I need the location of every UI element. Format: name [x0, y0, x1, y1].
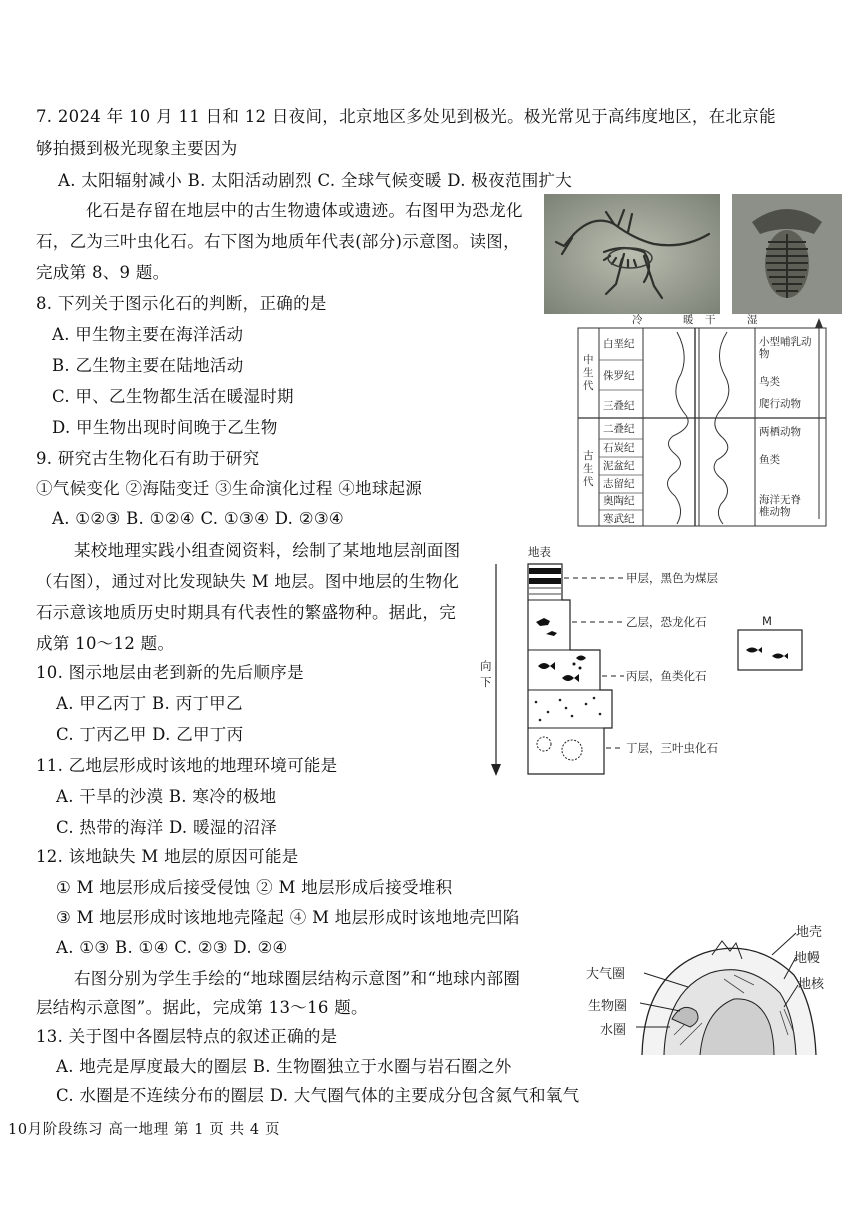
label-biosphere: 生物圈	[588, 999, 628, 1014]
period-cretaceous: 白垩纪	[603, 338, 635, 350]
intro-strata-line2: （右图），通过对比发现缺失 M 地层。图中地层的生物化	[36, 572, 460, 591]
animal-fish: 鱼类	[759, 454, 780, 466]
strata-profile-diagram	[476, 542, 836, 782]
period-carboniferous: 石炭纪	[603, 442, 635, 454]
q11-options-cd: C. 热带的海洋 D. 暖湿的沼泽	[56, 818, 278, 837]
q7-options: A. 太阳辐射减小 B. 太阳活动剧烈 C. 全球气候变暖 D. 极夜范围扩大	[58, 171, 573, 190]
animal-reptiles: 爬行动物	[759, 398, 801, 410]
q8-option-b: B. 乙生物主要在陆地活动	[52, 356, 244, 375]
period-silurian: 志留纪	[603, 478, 635, 490]
animal-birds: 鸟类	[759, 376, 780, 388]
period-triassic: 三叠纪	[603, 400, 635, 412]
period-jurassic: 侏罗纪	[603, 370, 635, 382]
strata-layer-yi-label: 乙层，恐龙化石	[626, 615, 707, 629]
intro-fossil-line1: 化石是存留在地层中的古生物遗体或遗迹。右图甲为恐龙化	[86, 201, 523, 220]
dinosaur-fossil-photo	[544, 194, 720, 314]
era-paleozoic: 古生代	[583, 450, 594, 488]
period-cambrian: 寒武纪	[603, 513, 635, 525]
q8-option-d: D. 甲生物出现时间晚于乙生物	[52, 418, 278, 437]
trilobite-fossil-photo	[732, 194, 842, 314]
q10-options-cd: C. 丁丙乙甲 D. 乙甲丁丙	[56, 725, 244, 744]
strata-layer-ding-label: 丁层，三叶虫化石	[626, 741, 718, 755]
period-ordovician: 奥陶纪	[603, 495, 635, 507]
q8-option-a: A. 甲生物主要在海洋活动	[52, 325, 244, 344]
strata-surface-label: 地表	[528, 545, 551, 559]
q9-items: ①气候变化 ②海陆变迁 ③生命演化过程 ④地球起源	[36, 479, 423, 498]
label-atmosphere: 大气圈	[586, 967, 626, 982]
table-header-warm: 暖	[683, 314, 694, 326]
page-footer: 10月阶段练习 高一地理 第 1 页 共 4 页	[8, 1122, 281, 1138]
q13-stem: 13. 关于图中各圈层特点的叙述正确的是	[36, 1027, 338, 1046]
table-header-dry: 干	[705, 314, 716, 326]
q13-options-ab: A. 地壳是厚度最大的圈层 B. 生物圈独立于水圈与岩石圈之外	[56, 1057, 512, 1076]
label-crust: 地壳	[796, 925, 823, 940]
label-hydrosphere: 水圈	[600, 1023, 627, 1038]
q10-options-ab: A. 甲乙丙丁 B. 丙丁甲乙	[56, 694, 243, 713]
intro-fossil-line2: 石，乙为三叶虫化石。右下图为地质年代表(部分)示意图。读图，	[36, 232, 520, 251]
intro-strata-line1: 某校地理实践小组查阅资料，绘制了某地地层剖面图	[74, 541, 461, 560]
strata-layer-jia-label: 甲层，黑色为煤层	[626, 571, 718, 585]
earth-sphere-diagram	[584, 915, 834, 1065]
q11-stem: 11. 乙地层形成时该地的地理环境可能是	[36, 756, 338, 775]
intro-strata-line4: 成第 10～12 题。	[36, 634, 175, 653]
era-mesozoic: 中生代	[583, 354, 594, 392]
q12-stem: 12. 该地缺失 M 地层的原因可能是	[36, 847, 299, 866]
animal-small-mammals: 小型哺乳动物	[759, 336, 812, 360]
q12-items-line2: ③ M 地层形成时该地地壳隆起 ④ M 地层形成时该地地壳凹陷	[56, 908, 520, 927]
strata-m-label: M	[762, 614, 772, 628]
q12-options: A. ①③ B. ①④ C. ②③ D. ②④	[56, 938, 288, 957]
q8-stem: 8. 下列关于图示化石的判断，正确的是	[36, 294, 327, 313]
q7-stem-line2: 够拍摄到极光现象主要因为	[36, 139, 238, 158]
intro-sphere-line1: 右图分别为学生手绘的“地球圈层结构示意图”和“地球内部圈	[74, 969, 521, 988]
q10-stem: 10. 图示地层由老到新的先后顺序是	[36, 663, 304, 682]
q7-stem-line1: 7. 2024 年 10 月 11 日和 12 日夜间，北京地区多处见到极光。极光常见于高纬度地区，在北京能	[36, 107, 776, 126]
q12-items-line1: ① M 地层形成后接受侵蚀 ② M 地层形成后接受堆积	[56, 878, 453, 897]
strata-down-label: 向下	[480, 659, 492, 689]
q9-stem: 9. 研究古生物化石有助于研究	[36, 449, 260, 468]
period-permian: 二叠纪	[603, 423, 635, 435]
strata-layer-bing-label: 丙层，鱼类化石	[626, 669, 707, 683]
geologic-time-table	[577, 314, 837, 529]
table-header-wet: 湿	[747, 314, 758, 326]
period-devonian: 泥盆纪	[603, 460, 635, 472]
q9-options: A. ①②③ B. ①②④ C. ①③④ D. ②③④	[52, 509, 345, 528]
label-mantle: 地幔	[794, 951, 821, 966]
intro-strata-line3: 石示意该地质历史时期具有代表性的繁盛物种。据此，完	[36, 603, 456, 622]
intro-sphere-line2: 层结构示意图”。据此，完成第 13～16 题。	[36, 998, 368, 1017]
table-header-cold: 冷	[632, 314, 643, 326]
q11-options-ab: A. 干旱的沙漠 B. 寒冷的极地	[56, 787, 277, 806]
label-core: 地核	[798, 977, 825, 992]
intro-fossil-line3: 完成第 8、9 题。	[36, 263, 170, 282]
q13-options-cd: C. 水圈是不连续分布的圈层 D. 大气圈气体的主要成分包含氮气和氧气	[56, 1086, 580, 1105]
q8-option-c: C. 甲、乙生物都生活在暖湿时期	[52, 387, 294, 406]
animal-amphibians: 两栖动物	[759, 426, 801, 438]
animal-marine-invertebrates: 海洋无脊椎动物	[759, 494, 801, 518]
